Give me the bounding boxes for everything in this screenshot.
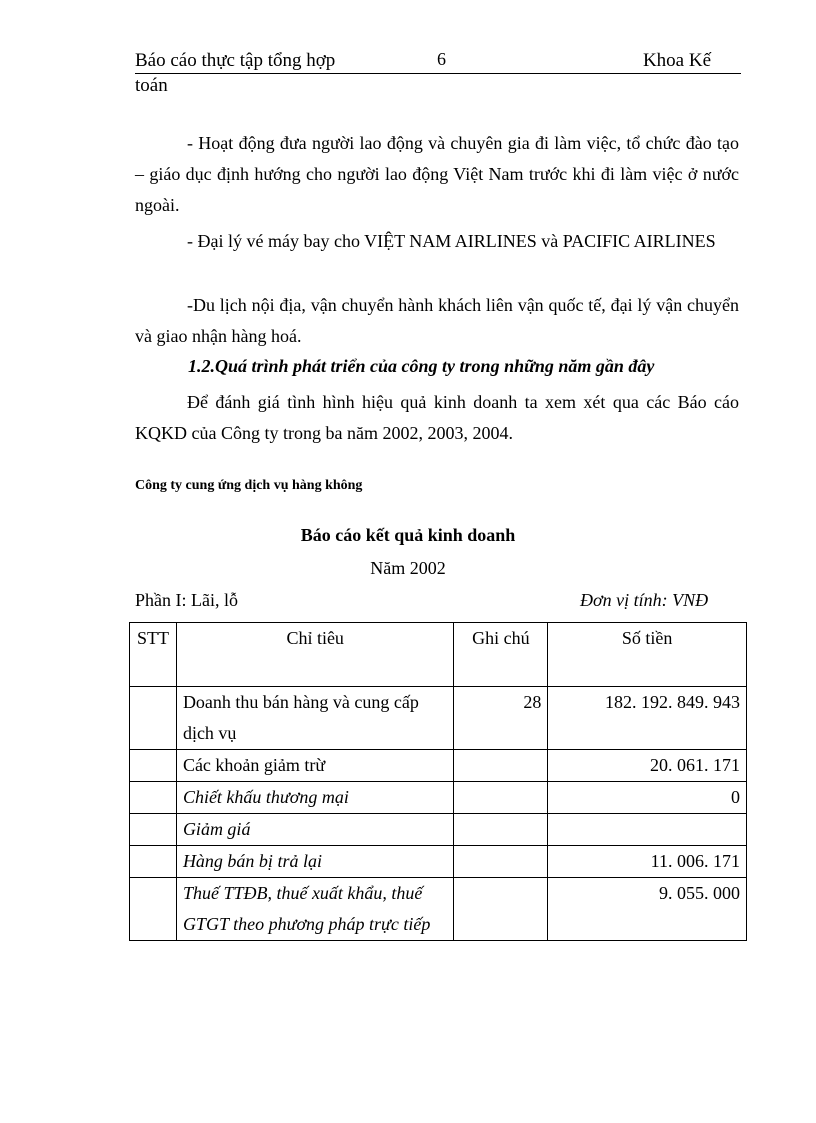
- cell-item: Hàng bán bị trả lại: [176, 846, 454, 878]
- cell-amount: 0: [548, 782, 747, 814]
- table-row: [130, 750, 747, 782]
- cell-stt: [130, 814, 177, 846]
- column-header-note: Ghi chú: [454, 623, 548, 687]
- company-name: Công ty cung ứng dịch vụ hàng không: [135, 478, 363, 493]
- table-header-row: [130, 623, 747, 687]
- cell-amount: [548, 814, 747, 846]
- paragraph-activity-labor: [135, 128, 739, 221]
- page-number: 6: [437, 49, 446, 69]
- paragraph-text: -Du lịch nội địa, vận chuyển hành khách liên vận quốc tế, đại lý vận chuyển và giao nhận hàng hoá.: [135, 295, 739, 346]
- column-header-item: Chỉ tiêu: [176, 623, 454, 687]
- cell-item: Doanh thu bán hàng và cung cấp dịch vụ: [176, 687, 454, 750]
- report-title: Báo cáo kết quả kinh doanh: [300, 525, 516, 545]
- cell-note: 28: [454, 687, 548, 750]
- column-header-stt: STT: [130, 623, 177, 687]
- section-heading: 1.2.Quá trình phát triển của công ty trong những năm gần đây: [188, 356, 655, 376]
- paragraph-text: - Đại lý vé máy bay cho VIỆT NAM AIRLINES và PACIFIC AIRLINES: [187, 231, 716, 251]
- cell-stt: [130, 750, 177, 782]
- paragraph-activity-tourism: [135, 290, 739, 352]
- cell-item: Giảm giá: [176, 814, 454, 846]
- header-report-title: Báo cáo thực tập tổng hợp: [135, 50, 336, 71]
- report-part-label: Phần I: Lãi, lỗ: [135, 590, 238, 610]
- paragraph-text: - Hoạt động đưa người lao động và chuyên gia đi làm việc, tổ chức đào tạo – giáo dục định hướng cho người lao động Việt Nam trước khi đi làm việc ở nước ngoài.: [135, 133, 739, 215]
- table-row: [130, 782, 747, 814]
- cell-item: Chiết khấu thương mại: [176, 782, 454, 814]
- cell-note: [454, 750, 548, 782]
- paragraph-text: Để đánh giá tình hình hiệu quả kinh doanh ta xem xét qua các Báo cáo KQKD của Công ty trong ba năm 2002, 2003, 2004.: [135, 392, 739, 443]
- column-header-amount: Số tiền: [548, 623, 747, 687]
- intro-paragraph: [135, 387, 739, 449]
- report-year: Năm 2002: [370, 558, 446, 578]
- table-row: [130, 687, 747, 750]
- page-header: [135, 49, 741, 74]
- header-department-continuation: toán: [135, 75, 168, 96]
- cell-note: [454, 878, 548, 941]
- cell-note: [454, 782, 548, 814]
- table-row: [130, 846, 747, 878]
- cell-amount: 9. 055. 000: [548, 878, 747, 941]
- table-row: [130, 878, 747, 941]
- cell-amount: 20. 061. 171: [548, 750, 747, 782]
- cell-stt: [130, 782, 177, 814]
- cell-stt: [130, 878, 177, 941]
- cell-stt: [130, 846, 177, 878]
- cell-stt: [130, 687, 177, 750]
- table-row: [130, 814, 747, 846]
- cell-item: Các khoản giảm trừ: [176, 750, 454, 782]
- report-unit-label: Đơn vị tính: VNĐ: [580, 590, 709, 610]
- paragraph-activity-tickets: [135, 226, 739, 257]
- cell-note: [454, 814, 548, 846]
- cell-amount: 11. 006. 171: [548, 846, 747, 878]
- cell-note: [454, 846, 548, 878]
- cell-amount: 182. 192. 849. 943: [548, 687, 747, 750]
- cell-item: Thuế TTĐB, thuế xuất khẩu, thuế GTGT theo phương pháp trực tiếp: [176, 878, 454, 941]
- income-statement-table: [129, 622, 747, 941]
- header-department: Khoa Kế: [642, 50, 711, 71]
